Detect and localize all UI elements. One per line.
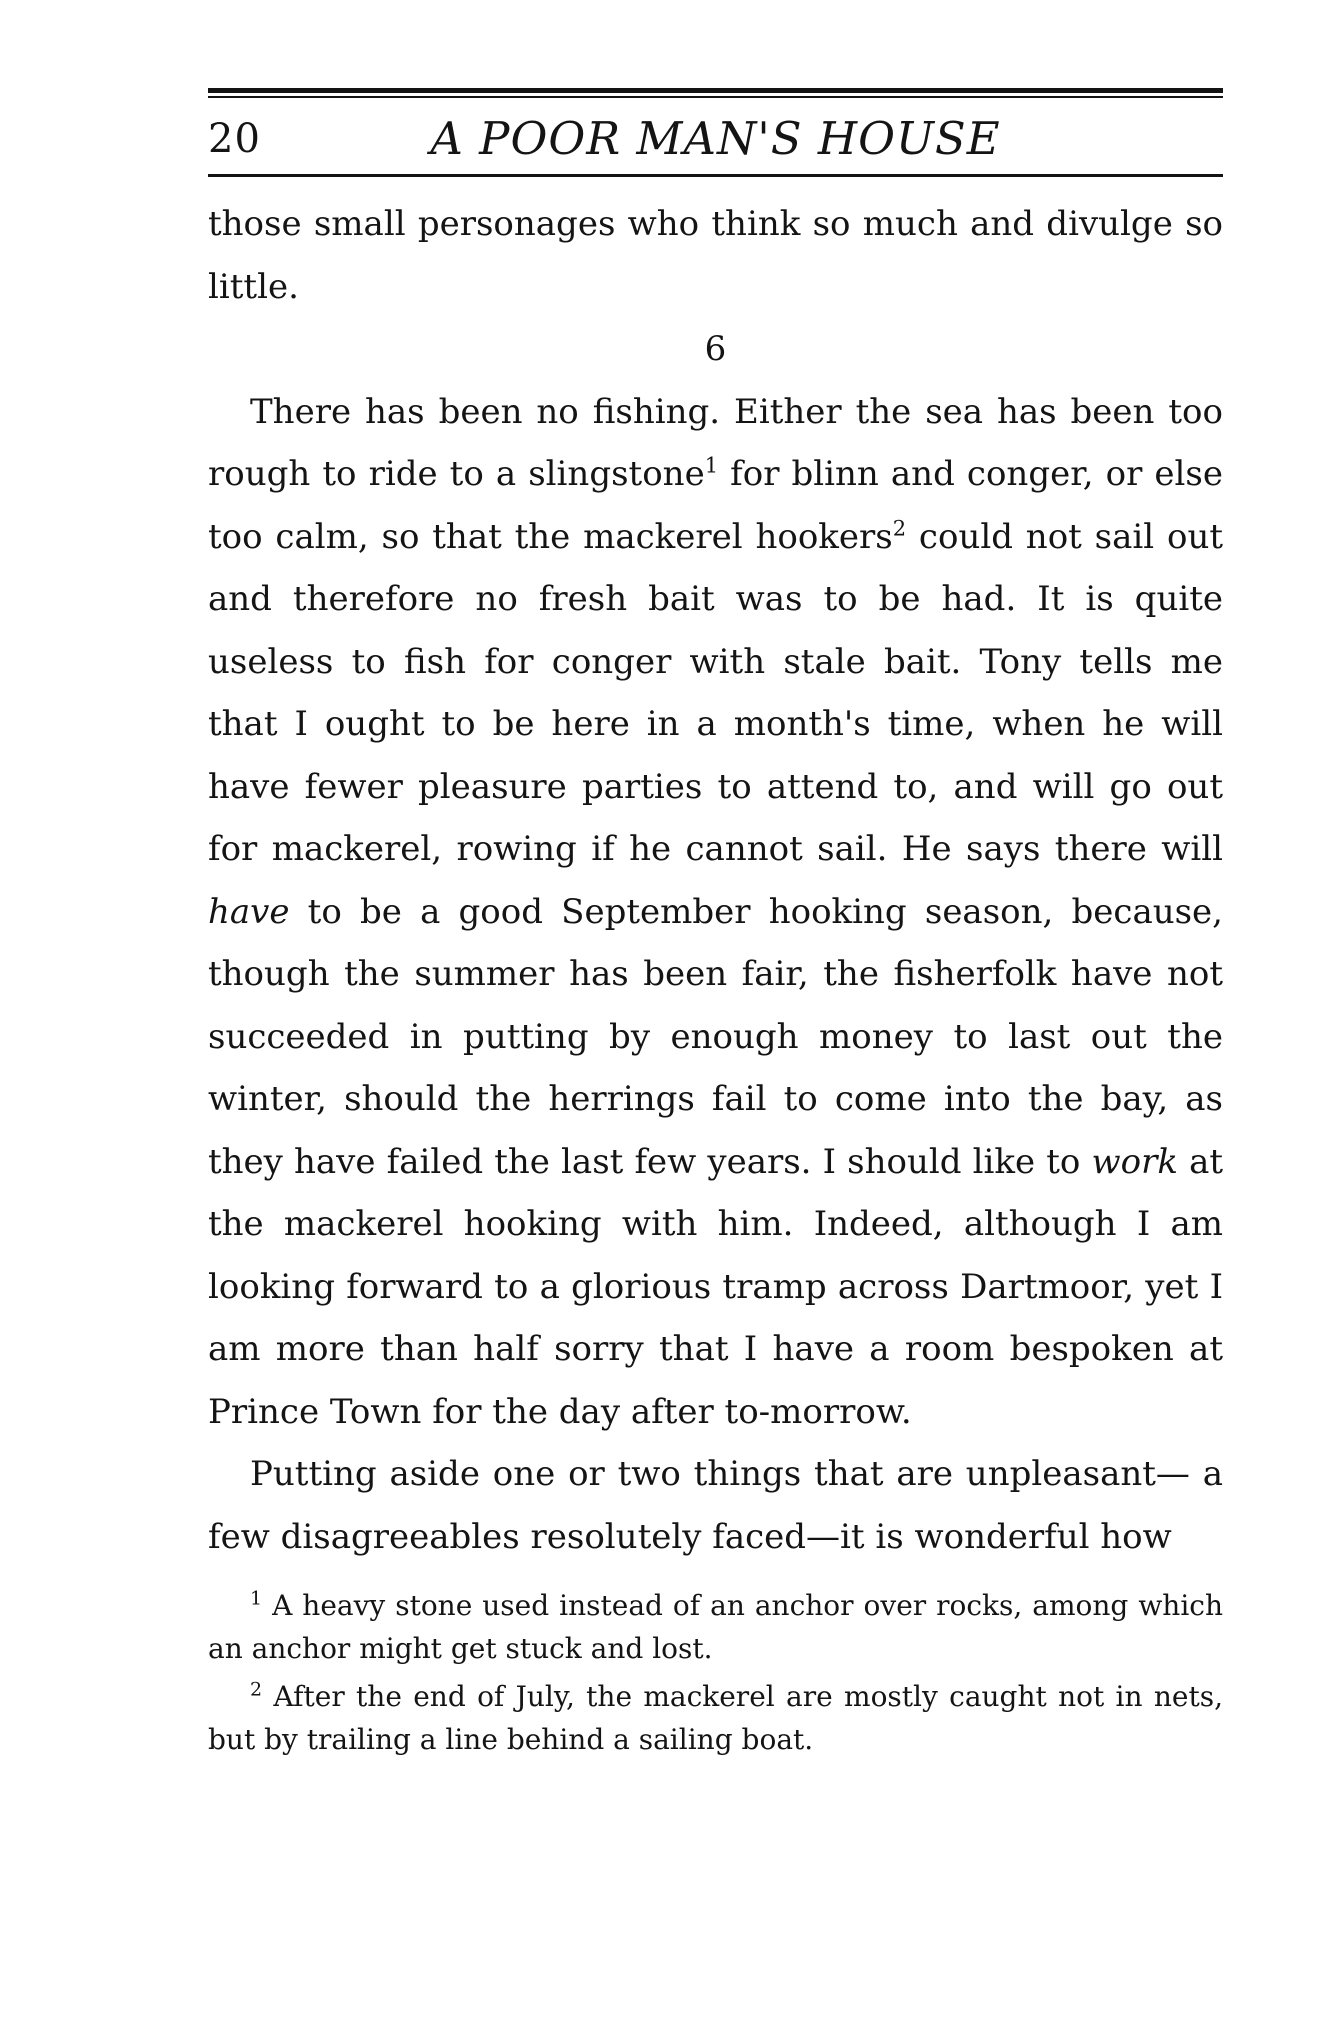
paragraph-text: for blinn and conger, or else too calm, so that the mackerel hookers xyxy=(208,454,1223,557)
footnote-mark: 1 xyxy=(250,1587,263,1610)
footnote-reference-1: 1 xyxy=(704,453,719,478)
running-header xyxy=(208,98,1223,170)
paragraph-text: at the mackerel hooking with him. Indeed, although I am looking forward to a glorious tramp across Dartmoor, yet I am more than half sorry that I have a room bespoken at Prince Town for the day after to-morrow. xyxy=(208,1141,1223,1432)
paragraph-fishing xyxy=(208,381,1223,1444)
header-rule-thick xyxy=(208,88,1223,93)
footnote-text: After the end of July, the mackerel are mostly caught not in nets, but by trailing a line behind a sailing boat. xyxy=(208,1680,1223,1756)
footnote-reference-2: 2 xyxy=(892,516,907,541)
section-number: 6 xyxy=(704,329,727,369)
footnote-2 xyxy=(208,1675,1223,1761)
paragraph-text: There has been no fishing. Either the sea has been too rough to ride to a slingstone xyxy=(208,391,1223,494)
emphasis-have: have xyxy=(208,891,290,932)
running-title: A POOR MAN'S HOUSE xyxy=(430,112,1001,165)
footnote-mark: 2 xyxy=(250,1678,263,1701)
header-rule-bottom xyxy=(208,174,1223,177)
paragraph-text: to be a good September hooking season, because, though the summer has been fair, the fisherfolk have not succeeded in putting by enough money to last out the winter, should the herrings fail to come into the bay, as they have failed the last few years. I should like to xyxy=(208,891,1223,1182)
carryover-paragraph: those small personages who think so much and divulge so little. xyxy=(208,204,1223,307)
paragraph-putting-aside: Putting aside one or two things that are unpleasant— a few disagreeables resolutely faced—it is wonderful how xyxy=(208,1454,1223,1557)
paragraph-text: could not sail out and therefore no fresh bait was to be had. It is quite useless to fish for conger with stale bait. Tony tells me that I ought to be here in a month's time, when he will have fewer pleasure parties to attend to, and will go out for mackerel, rowing if he cannot sail. He says there will xyxy=(208,516,1223,869)
page-number: 20 xyxy=(208,116,261,162)
footnote-1 xyxy=(208,1584,1223,1670)
footnote-text: A heavy stone used instead of an anchor over rocks, among which an anchor might get stuck and lost. xyxy=(208,1589,1223,1665)
body-text xyxy=(208,193,1223,1568)
book-page xyxy=(208,88,1223,1766)
footnotes xyxy=(208,1584,1223,1761)
emphasis-work: work xyxy=(1091,1141,1178,1182)
